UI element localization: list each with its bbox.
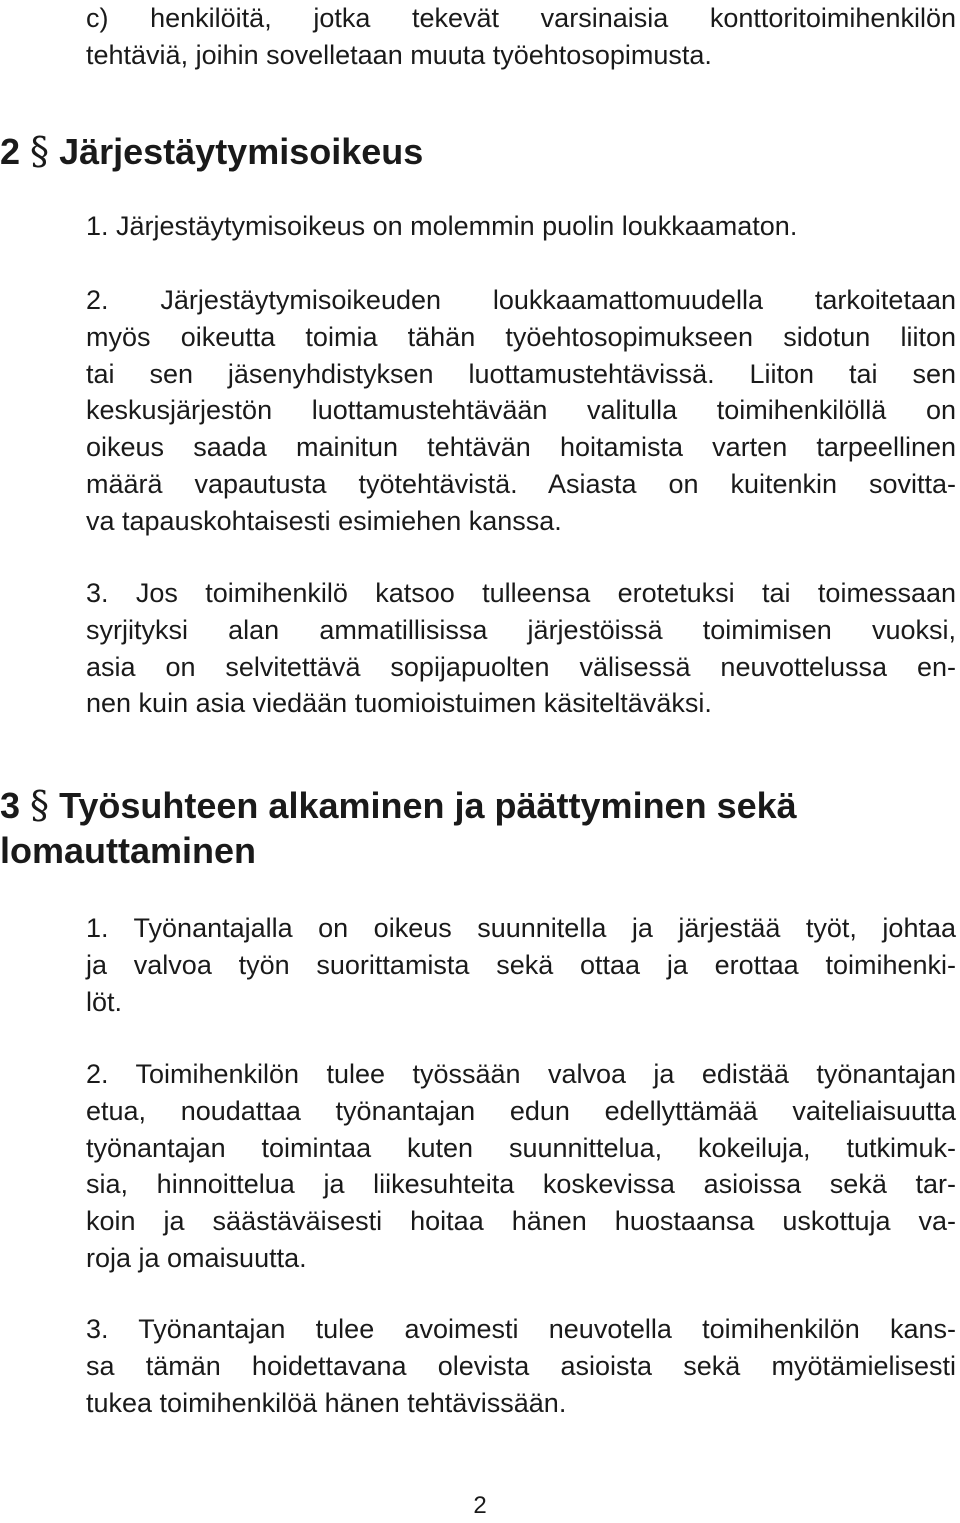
text-line: c) henkilöitä, jotka tekevät varsinaisia konttoritoimihenkilön	[86, 3, 956, 33]
text-line: 1. Työnantajalla on oikeus suunnitella ja järjestää työt, johtaa	[86, 913, 956, 943]
section-2-paragraph-1	[86, 208, 956, 245]
section-symbol: §	[30, 129, 50, 173]
text-line: sia, hinnoittelua ja liikesuhteita koskevissa asioissa sekä tar-	[86, 1169, 956, 1200]
section-title: Työsuhteen alkaminen ja päättyminen sekä	[59, 785, 797, 826]
text-line: tehtäviä, joihin sovelletaan muuta työehtosopimusta.	[86, 39, 712, 70]
section-2-heading	[0, 128, 423, 175]
text-line: määrä vapautusta työtehtävistä. Asiasta on kuitenkin sovitta-	[86, 468, 956, 499]
section-number: 2	[0, 131, 21, 172]
text-line: etua, noudattaa työnantajan edun edellyttämää vaiteliaisuutta	[86, 1095, 956, 1126]
text-line: työnantajan toimintaa kuten suunnittelua, kokeiluja, tutkimuk-	[86, 1132, 956, 1163]
section-3-heading-continued	[0, 828, 256, 874]
section-3-paragraph-2	[86, 1056, 956, 1277]
text-line: 3. Työnantajan tulee avoimesti neuvotella toimihenkilön kans-	[86, 1314, 956, 1344]
page-number: 2	[473, 1492, 487, 1519]
text-line: ja valvoa työn suorittamista sekä ottaa ja erottaa toimihenki-	[86, 949, 956, 980]
section-title: Järjestäytymisoikeus	[59, 131, 424, 172]
text-line: tukea toimihenkilöä hänen tehtävissään.	[86, 1387, 567, 1418]
section-2-paragraph-2	[86, 282, 956, 540]
section-3-heading	[0, 782, 797, 829]
text-line: syrjityksi alan ammatillisissa järjestöissä toimimisen vuoksi,	[86, 614, 956, 645]
section-symbol: §	[30, 783, 50, 827]
text-line: 2. Järjestäytymisoikeuden loukkaamattomuudella tarkoitetaan	[86, 285, 956, 315]
text-line: koin ja säästäväisesti hoitaa hänen huostaansa uskottuja va-	[86, 1206, 956, 1237]
text-line: tai sen jäsenyhdistyksen luottamustehtävissä. Liiton tai sen	[86, 358, 956, 389]
text-line: va tapauskohtaisesti esimiehen kanssa.	[86, 505, 562, 536]
text-line: keskusjärjestön luottamustehtävään valitulla toimihenkilöllä on	[86, 395, 956, 426]
text-line: löt.	[86, 986, 123, 1017]
text-line: oikeus saada mainitun tehtävän hoitamista varten tarpeellinen	[86, 432, 956, 463]
section-3-paragraph-1	[86, 910, 956, 1020]
text-line: sa tämän hoidettavana olevista asioista sekä myötämielisesti	[86, 1350, 956, 1381]
text-line: myös oikeutta toimia tähän työehtosopimukseen sidotun liiton	[86, 321, 956, 352]
text-line: 1. Järjestäytymisoikeus on molemmin puolin loukkaamaton.	[86, 211, 798, 241]
text-line: 3. Jos toimihenkilö katsoo tulleensa erotetuksi tai toimessaan	[86, 578, 956, 608]
section-number: 3	[0, 785, 21, 826]
text-line: asia on selvitettävä sopijapuolten välisessä neuvottelussa en-	[86, 651, 956, 682]
text-line: nen kuin asia viedään tuomioistuimen käsiteltäväksi.	[86, 688, 712, 719]
text-line: 2. Toimihenkilön tulee työssään valvoa ja edistää työnantajan	[86, 1059, 956, 1089]
section-2-paragraph-3	[86, 575, 956, 722]
intro-paragraph	[86, 0, 956, 74]
section-3-paragraph-3	[86, 1311, 956, 1421]
text-line: roja ja omaisuutta.	[86, 1242, 307, 1273]
section-title-continued: lomauttaminen	[0, 830, 257, 871]
